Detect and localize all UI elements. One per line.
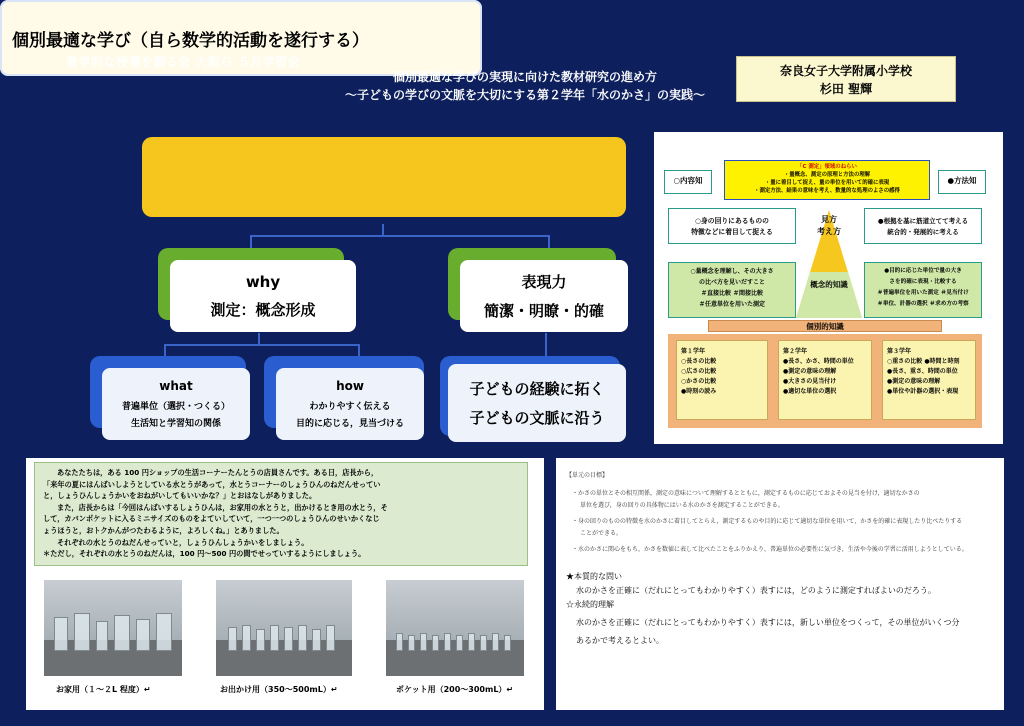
pyramid-perspective: [806, 214, 852, 238]
bottle-image: [242, 625, 251, 651]
goals-heading: 【単元の目標】: [566, 472, 609, 479]
title-line-2: ～子どもの学びの文脈を大切にする第２学年「水のかさ」の実践～: [344, 88, 705, 102]
grade-1-box: 第１学年 ○長さの比較 ○広さの比較 ○かさの比較 ●時刻の読み: [676, 340, 768, 420]
perspective-line-2: 考え方: [817, 227, 841, 236]
content-box-2-text: ○量概念を理解し、その大きさ の比べ方を見いだすこと ＃直接比較 ＃間接比較 ＃任意単位を用いた測定: [690, 268, 774, 308]
bottle-image: [228, 627, 237, 651]
bottle-image: [54, 617, 68, 651]
content-box-2: [668, 262, 796, 318]
grade-2-box: 第２学年 ●長さ、かさ、時間の単位 ●測定の意味の理解 ●大きさの見当付け ●適切な単位の選択: [778, 340, 872, 420]
bottle-image: [456, 635, 463, 651]
why-box: [170, 260, 356, 332]
content-knowledge-label: ○内容知: [664, 170, 712, 194]
child-line-1: 子どもの経験に拓く: [469, 380, 605, 398]
method-box-1-text: ●根拠を基に筋道立てて考える 統合的・発展的に考える: [877, 217, 969, 236]
expression-box: [460, 260, 628, 332]
photo-wall: [386, 580, 524, 640]
bottle-image: [480, 635, 487, 651]
story-line: して，カバンポケットに入るミニサイズのものをよていしていて，一つ一つのしょうひんのせいかくなじ: [43, 514, 380, 524]
photo-home-bottles: [44, 580, 182, 676]
diagram-inner: [664, 158, 984, 430]
bottle-image: [312, 629, 321, 651]
method-box-1: [864, 208, 982, 244]
connector: [164, 344, 166, 356]
expression-subtitle: 簡潔・明瞭・的確: [483, 302, 604, 320]
enduring-understanding-line-1: 水のかさを正確に（だれにとってもわかりやすく）表すには，新しい単位をつくって，その単位がいくつ分: [576, 618, 960, 627]
bottle-image: [468, 633, 475, 651]
event-title: 数学的な授業を創る会 大阪Ｇ ５月学習会: [66, 55, 301, 69]
photo-pocket-bottles: [386, 580, 524, 676]
content-box-1: [668, 208, 796, 244]
bottle-image: [326, 625, 335, 651]
caption-pocket: ポケット用（200～300mL）↵: [396, 685, 514, 694]
child-context-box: [448, 364, 626, 442]
bottle-image: [444, 633, 451, 651]
bottle-image: [504, 635, 511, 651]
task-story-text: [34, 462, 528, 566]
story-line: ＊ただし，それぞれの水とうのねだんは，100 円～500 円の間でせっていするようにしましょう。: [43, 549, 366, 559]
bottle-image: [420, 633, 427, 651]
author-name: 杉田 聖輝: [819, 82, 873, 96]
aims-line-1: ・量概念、測定の原理と方法の理解: [783, 172, 871, 178]
what-title: what: [159, 379, 193, 393]
bottle-image: [256, 629, 265, 651]
story-line: それぞれの水とうのねだんせっていと，しょうひんしょうかいをしましょう。: [57, 537, 309, 547]
bottle-image: [114, 615, 130, 651]
bottle-image: [136, 619, 150, 651]
connector: [545, 333, 547, 357]
photo-outing-bottles: [216, 580, 352, 676]
what-line-1: 普遍単位（選択・つくる）: [121, 402, 230, 412]
why-subtitle: 測定：概念形成: [210, 300, 316, 319]
unit-goals-panel: [556, 458, 1004, 710]
grade-3-box: 第３学年 ○重さの比較 ●時間と時刻 ●長さ、重さ、時間の単位 ●測定の意味の理解 ●単位や計器の選択・表現: [882, 340, 976, 420]
bottle-image: [432, 635, 439, 651]
aims-box: [724, 160, 930, 200]
bottle-image: [270, 625, 279, 651]
goal-1-line-1: ・かさの単位とその相互関係，測定の意味について理解するとともに，測定するものに応じておよその見当を付け，適切なかさの: [572, 490, 920, 497]
task-story-panel: [26, 458, 544, 710]
goal-2-line-1: ・身の回りのものの特徴を水のかさに着目してとらえ，測定するものや目的に応じて適切な単位を用いて，かさを的確に表現したり比べたりする: [572, 518, 963, 525]
goal-1-line-2: 単位を選び，身の回りの具体物にはいる水のかさを測定することができる。: [580, 502, 784, 509]
bottle-image: [74, 613, 90, 651]
expression-title: 表現力: [521, 273, 567, 291]
bottle-image: [492, 633, 499, 651]
caption-home: お家用（１～２L 程度）↵: [56, 685, 151, 694]
connector: [358, 344, 360, 356]
school-name: 奈良女子大学附属小学校: [779, 64, 912, 78]
title-line-1: 個別最適な学びの実現に向けた教材研究の進め方: [392, 70, 657, 84]
caption-outing: お出かけ用（350～500mL）↵: [220, 685, 338, 694]
method-box-2-text: ●目的に応じた単位で量の大き さを的確に表現・比較する ＃普遍単位を用いた測定 ＃見当付け ＃単位、計器の選択 ＃求め方の考察: [877, 268, 969, 307]
bottle-image: [156, 613, 172, 651]
how-box: [276, 368, 424, 440]
method-box-2: [864, 262, 982, 318]
bottle-image: [284, 627, 293, 651]
measurement-framework-diagram: [654, 132, 1003, 444]
content-box-1-text: ○身の回りにあるものの 特徴などに着目して捉える: [691, 217, 773, 236]
individual-knowledge-bar: 個別的知識: [708, 320, 942, 332]
enduring-understanding-line-2: あるかで考えるとよい。: [576, 636, 664, 645]
how-line-1: わかりやすく伝える: [309, 402, 391, 412]
connector: [548, 235, 550, 249]
goal-3: ・水のかさに関心をもち，かさを数値に表して比べたことをふりかえり，普遍単位の必要性に気づき，生活や今後の学習に活用しようとしている。: [572, 546, 968, 553]
story-line: 「来年の夏にはんばいしようとしている水とうがあって，水とうコーナーのしょうひんのねだんせってい: [43, 479, 381, 489]
presenter-card: [736, 56, 956, 102]
enduring-understanding-title: ☆永続的理解: [566, 600, 614, 609]
aims-line-2: ・量に着目して捉え、量の単位を用いて的確に表現: [764, 180, 890, 186]
aims-line-3: ・測定方法、結果の意味を考え、数量的な処理のよさの感得: [754, 188, 900, 194]
method-knowledge-label: ●方法知: [938, 170, 986, 194]
child-line-2: 子どもの文脈に沿う: [469, 409, 605, 427]
connector: [250, 235, 252, 249]
pyramid-conceptual: 概念的知識: [810, 280, 848, 289]
bottle-image: [396, 633, 403, 651]
perspective-line-1: 見方: [821, 215, 837, 224]
how-line-2: 目的に応じる，見当づける: [295, 419, 404, 429]
what-box: [102, 368, 250, 440]
story-line: と，しょうひんしょうかいをおねがいしてもいいかな？」とおはなしがありました。: [43, 491, 317, 501]
story-line: また，店長からは「今回はんばいするしょうひんは，お家用の水とうと，出かけるとき用の水とう，そ: [57, 502, 388, 512]
story-line: あなたたちは，ある 100 円ショップの生活コーナーたんとうの店員さんです。ある日，店長から，: [57, 468, 379, 477]
bottle-image: [298, 625, 307, 651]
story-line: ょうほうと，おトクかんがつたわるように，よろしくね。」とありました。: [43, 525, 284, 535]
why-title: why: [245, 272, 281, 291]
connector: [250, 235, 550, 237]
bottle-image: [96, 621, 108, 651]
how-title: how: [336, 379, 364, 393]
presentation-title: [310, 68, 740, 104]
bottle-image: [408, 635, 415, 651]
essential-question-title: ★本質的な問い: [566, 572, 622, 581]
main-concept-shadow: [142, 137, 626, 217]
essential-question-text: 水のかさを正確に（だれにとってもわかりやすく）表すには，どのように測定すればよいのだろう。: [576, 586, 936, 595]
what-line-2: 生活知と学習知の関係: [130, 419, 221, 429]
connector: [164, 344, 360, 346]
aims-title: 「C 測定」領域のねらい: [797, 164, 857, 170]
goal-2-line-2: ことができる。: [580, 530, 623, 537]
main-concept-box: 個別最適な学び（自ら数学的活動を遂行する）: [0, 0, 482, 76]
